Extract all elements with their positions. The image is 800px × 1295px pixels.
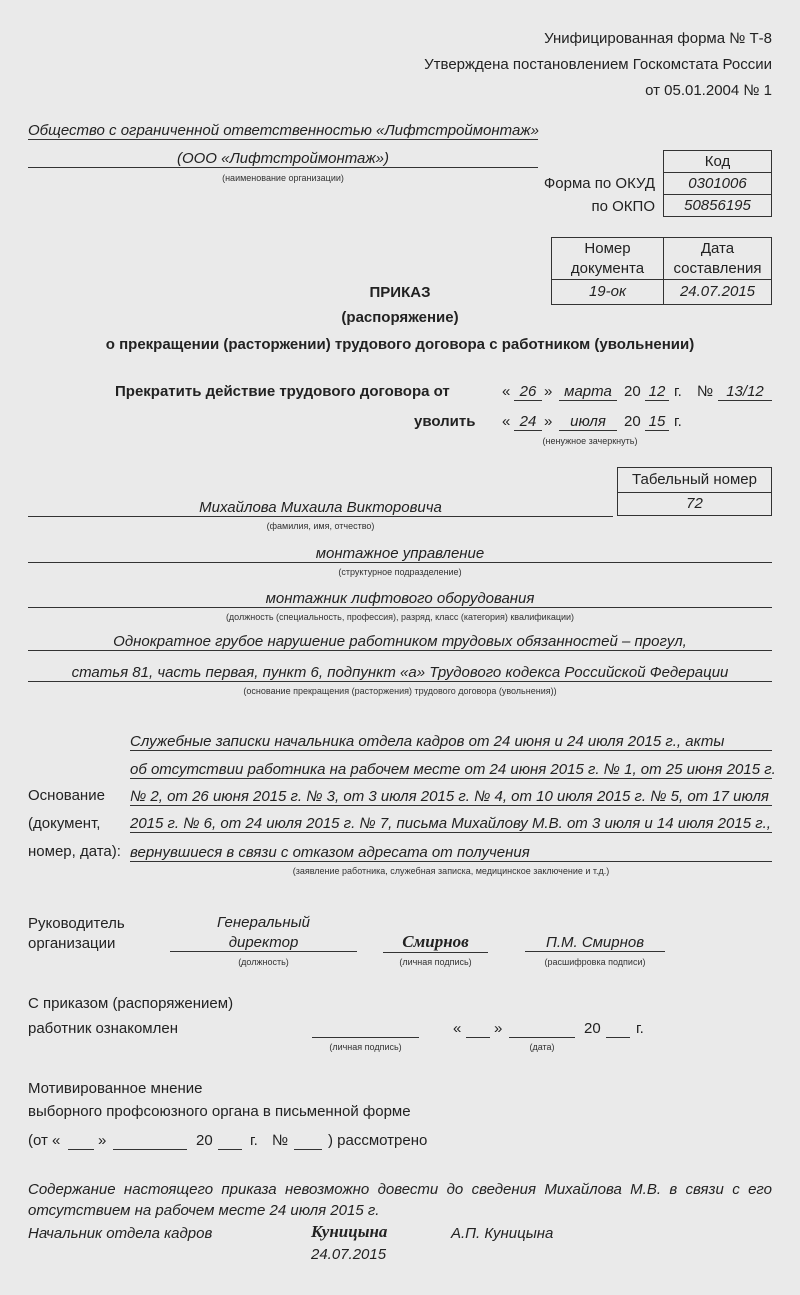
number-sign: № — [272, 1132, 289, 1149]
hr-decoding: А.П. Куницына — [451, 1225, 554, 1242]
union-line1: Мотивированное мнение — [28, 1080, 203, 1097]
acquainted-day-field[interactable] — [466, 1020, 490, 1038]
head-position2: директор — [170, 934, 357, 952]
org-caption: (наименование организации) — [222, 173, 344, 183]
employee-name-caption: (фамилия, имя, отчество) — [266, 521, 375, 531]
form-header-line3: от 05.01.2004 № 1 — [645, 82, 772, 99]
employee-department-caption: (структурное подразделение) — [338, 567, 462, 577]
grounds-line1: Однократное грубое нарушение работником трудовых обязанностей – прогул, — [28, 633, 772, 651]
order-subtitle: (распоряжение) — [341, 309, 459, 326]
year-prefix: 20 — [584, 1020, 601, 1037]
tab-number-header: Табельный номер — [617, 467, 772, 493]
form-header-line2: Утверждена постановлением Госкомстата России — [424, 56, 772, 73]
acquainted-date-caption: (дата) — [529, 1042, 555, 1052]
hr-date: 24.07.2015 — [311, 1246, 387, 1263]
tab-number-value: 72 — [617, 492, 772, 516]
okud-label: Форма по ОКУД — [543, 175, 655, 192]
order-purpose: о прекращении (расторжении) трудового договора с работником (увольнении) — [105, 336, 695, 353]
employee-name: Михайлова Михаила Викторовича — [28, 499, 613, 517]
okpo-label: по ОКПО — [591, 198, 655, 215]
terminate-month: марта — [559, 383, 617, 401]
dismiss-label: уволить — [414, 413, 476, 430]
head-position1: Генеральный — [217, 914, 310, 931]
hr-position: Начальник отдела кадров — [28, 1225, 213, 1242]
quote-close: » — [544, 413, 553, 430]
union-year-field[interactable] — [218, 1132, 242, 1150]
employee-position-caption: (должность (специальность, профессия), разряд, класс (категория) квалификации) — [225, 612, 575, 622]
org-short-name: (ООО «Лифтстроймонтаж») — [28, 150, 538, 168]
basis-label2: (документ, — [28, 815, 101, 832]
acquainted-label1: С приказом (распоряжением) — [28, 995, 234, 1012]
basis-label1: Основание — [28, 787, 105, 804]
employee-position: монтажник лифтового оборудования — [28, 590, 772, 608]
basis-line2: об отсутствии работника на рабочем месте от 24 июня 2015 г. № 1, от 25 июня 2015 г. — [130, 761, 776, 778]
note-line2: отсутствием на рабочем месте 24 июля 2015 г. — [28, 1202, 380, 1219]
quote-open: « — [453, 1020, 462, 1037]
quote-open: « — [502, 383, 511, 400]
org-full-name: Общество с ограниченной ответственностью «Лифтстроймонтаж» — [28, 122, 539, 139]
doc-number-header: Номер документа — [551, 237, 664, 280]
doc-date-value: 24.07.2015 — [663, 279, 772, 305]
head-decoding-caption: (расшифровка подписи) — [544, 957, 646, 967]
acquainted-month-field[interactable] — [509, 1020, 575, 1038]
year-prefix: 20 — [624, 413, 641, 430]
basis-line5: вернувшиеся в связи с отказом адресата от получения — [130, 844, 772, 862]
union-month-field[interactable] — [113, 1132, 187, 1150]
terminate-label: Прекратить действие трудового договора от — [115, 383, 450, 400]
union-from: (от « — [28, 1132, 61, 1149]
basis-line4: 2015 г. № 6, от 24 июля 2015 г. № 7, письма Михайлову М.В. от 3 июля и 14 июля 2015 г., — [130, 815, 771, 832]
head-signature-caption: (личная подпись) — [399, 957, 472, 967]
number-sign: № — [697, 383, 714, 400]
dismiss-month: июля — [559, 413, 617, 431]
terminate-year: 12 — [645, 383, 669, 401]
year-suffix: г. — [674, 383, 682, 400]
year-suffix: г. — [674, 413, 682, 430]
doc-date-header: Дата составления — [663, 237, 772, 280]
terminate-number: 13/12 — [718, 383, 772, 401]
order-title: ПРИКАЗ — [369, 284, 431, 301]
acquainted-year-field[interactable] — [606, 1020, 630, 1038]
quote-close: » — [98, 1132, 107, 1149]
quote-close: » — [544, 383, 553, 400]
year-suffix: г. — [636, 1020, 644, 1037]
dismiss-caption: (ненужное зачеркнуть) — [542, 436, 638, 446]
quote-open: « — [502, 413, 511, 430]
basis-line3: № 2, от 26 июня 2015 г. № 3, от 3 июля 2015 г. № 4, от 10 июля 2015 г. № 5, от 17 июля — [130, 788, 772, 806]
acquainted-signature-caption: (личная подпись) — [329, 1042, 402, 1052]
head-position-caption: (должность) — [238, 957, 289, 967]
grounds-caption: (основание прекращения (расторжения) трудового договора (увольнения)) — [243, 686, 557, 696]
union-day-field[interactable] — [68, 1132, 94, 1150]
employee-department: монтажное управление — [28, 545, 772, 563]
codes-header: Код — [663, 150, 772, 173]
head-signature: Смирнов — [383, 932, 488, 953]
head-decoding: П.М. Смирнов — [525, 934, 665, 952]
dismiss-year: 15 — [645, 413, 669, 431]
acquainted-label2: работник ознакомлен — [28, 1020, 178, 1037]
okud-value: 0301006 — [663, 172, 772, 195]
union-number-field[interactable] — [294, 1132, 322, 1150]
dismiss-day: 24 — [514, 413, 542, 431]
year-prefix: 20 — [196, 1132, 213, 1149]
year-prefix: 20 — [624, 383, 641, 400]
acquainted-signature-field[interactable] — [312, 1020, 419, 1038]
grounds-line2: статья 81, часть первая, пункт 6, подпункт «а» Трудового кодекса Российской Федерации — [28, 664, 772, 682]
terminate-day: 26 — [514, 383, 542, 401]
basis-line1: Служебные записки начальника отдела кадров от 24 июня и 24 июля 2015 г., акты — [130, 733, 772, 751]
head-label1: Руководитель — [28, 915, 125, 932]
okpo-value: 50856195 — [663, 194, 772, 217]
doc-number-value: 19-ок — [551, 279, 664, 305]
basis-label3: номер, дата): — [28, 843, 121, 860]
union-reviewed: ) рассмотрено — [328, 1132, 428, 1149]
head-label2: организации — [28, 935, 116, 952]
note-line1: Содержание настоящего приказа невозможно довести до сведения Михайлова М.В. в связи с его — [28, 1181, 772, 1198]
union-line2: выборного профсоюзного органа в письменной форме — [28, 1103, 411, 1120]
hr-signature: Куницына — [311, 1222, 388, 1241]
basis-caption: (заявление работника, служебная записка, медицинское заключение и т.д.) — [292, 866, 610, 876]
quote-close: » — [494, 1020, 503, 1037]
form-header-line1: Унифицированная форма № Т-8 — [544, 30, 772, 47]
year-suffix: г. — [250, 1132, 258, 1149]
